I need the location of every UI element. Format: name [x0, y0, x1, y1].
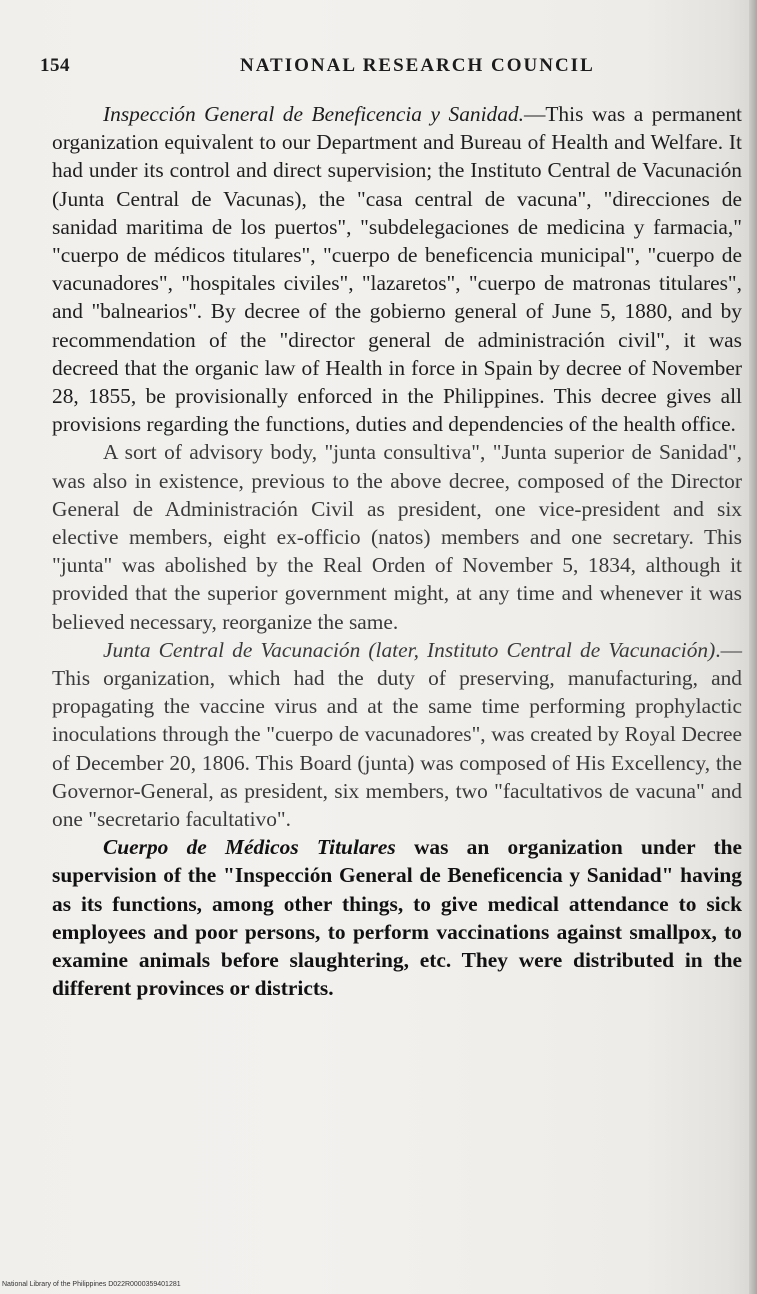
- paragraph-inspeccion-general: [52, 100, 742, 438]
- library-credit: National Library of the Philippines D022R0000359401281: [2, 1281, 181, 1288]
- paragraph-text: —This was a permanent organization equivalent to our Department and Bureau of Health and Welfare. It had under its control and direct supervision; the Instituto Central de Vacunación (Junta Central de Vacunas), the "casa central de vacuna", "direcciones de sanidad maritima de los puertos", "subdelegaciones de medicina y farmacia," "cuerpo de médicos titulares", "cuerpo de beneficencia municipal", "cuerpo de vacunadores", "hospitales civiles", "lazaretos", "cuerpo de matronas titulares", and "balnearios". By decree of the gobierno general of June 5, 1880, and by recommendation of the "director general de administración civil", it was decreed that the organic law of Health in force in Spain by decree of November 28, 1855, be provisionally enforced in the Philippines. This decree gives all provisions regarding the functions, duties and dependencies of the health office.: [52, 102, 742, 437]
- paragraph-lead: Cuerpo de Médicos Titulares: [103, 835, 396, 860]
- page-number: 154: [40, 55, 70, 76]
- body-text: [52, 100, 742, 1003]
- paragraph-cuerpo-medicos: [52, 833, 742, 1002]
- paragraph-text: was an organization under the supervision of the "Inspección General de Beneficencia y Sanidad" having as its functions, among other things, to give medical attendance to sick employees and poor persons, to perform vaccinations against smallpox, to examine animals before slaughtering, etc. They were distributed in the different provinces or districts.: [52, 835, 743, 1001]
- paragraph-text: A sort of advisory body, "junta consultiva", "Junta superior de Sanidad", was also in existence, previous to the above decree, composed of the Director General de Administración Civil as president, one vice-president and six elective members, eight ex-officio (natos) members and one secretary. This "junta" was abolished by the Real Orden of November 5, 1834, although it provided that the superior government might, at any time and whenever it was believed necessary, reorganize the same.: [52, 440, 742, 634]
- paragraph-text: .—This organization, which had the duty of preserving, manufacturing, and propagating the vaccine virus and at the same time performing prophylactic inoculations through the "cuerpo de vacunadores", was created by Royal Decree of December 20, 1806. This Board (junta) was composed of His Excellency, the Governor-General, as president, six members, two "facultativos de vacuna" and one "secretario facultativo".: [52, 637, 742, 832]
- running-head: NATIONAL RESEARCH COUNCIL: [240, 55, 595, 76]
- paragraph-junta-consultiva: [52, 438, 742, 635]
- page-spine-shadow: [749, 0, 757, 1294]
- page-header: [40, 55, 730, 83]
- paragraph-lead: Junta Central de Vacunación (later, Instituto Central de Vacunación): [103, 637, 716, 662]
- paragraph-lead: Inspección General de Beneficencia y Sanidad.: [103, 102, 524, 126]
- paragraph-junta-central: [52, 636, 742, 833]
